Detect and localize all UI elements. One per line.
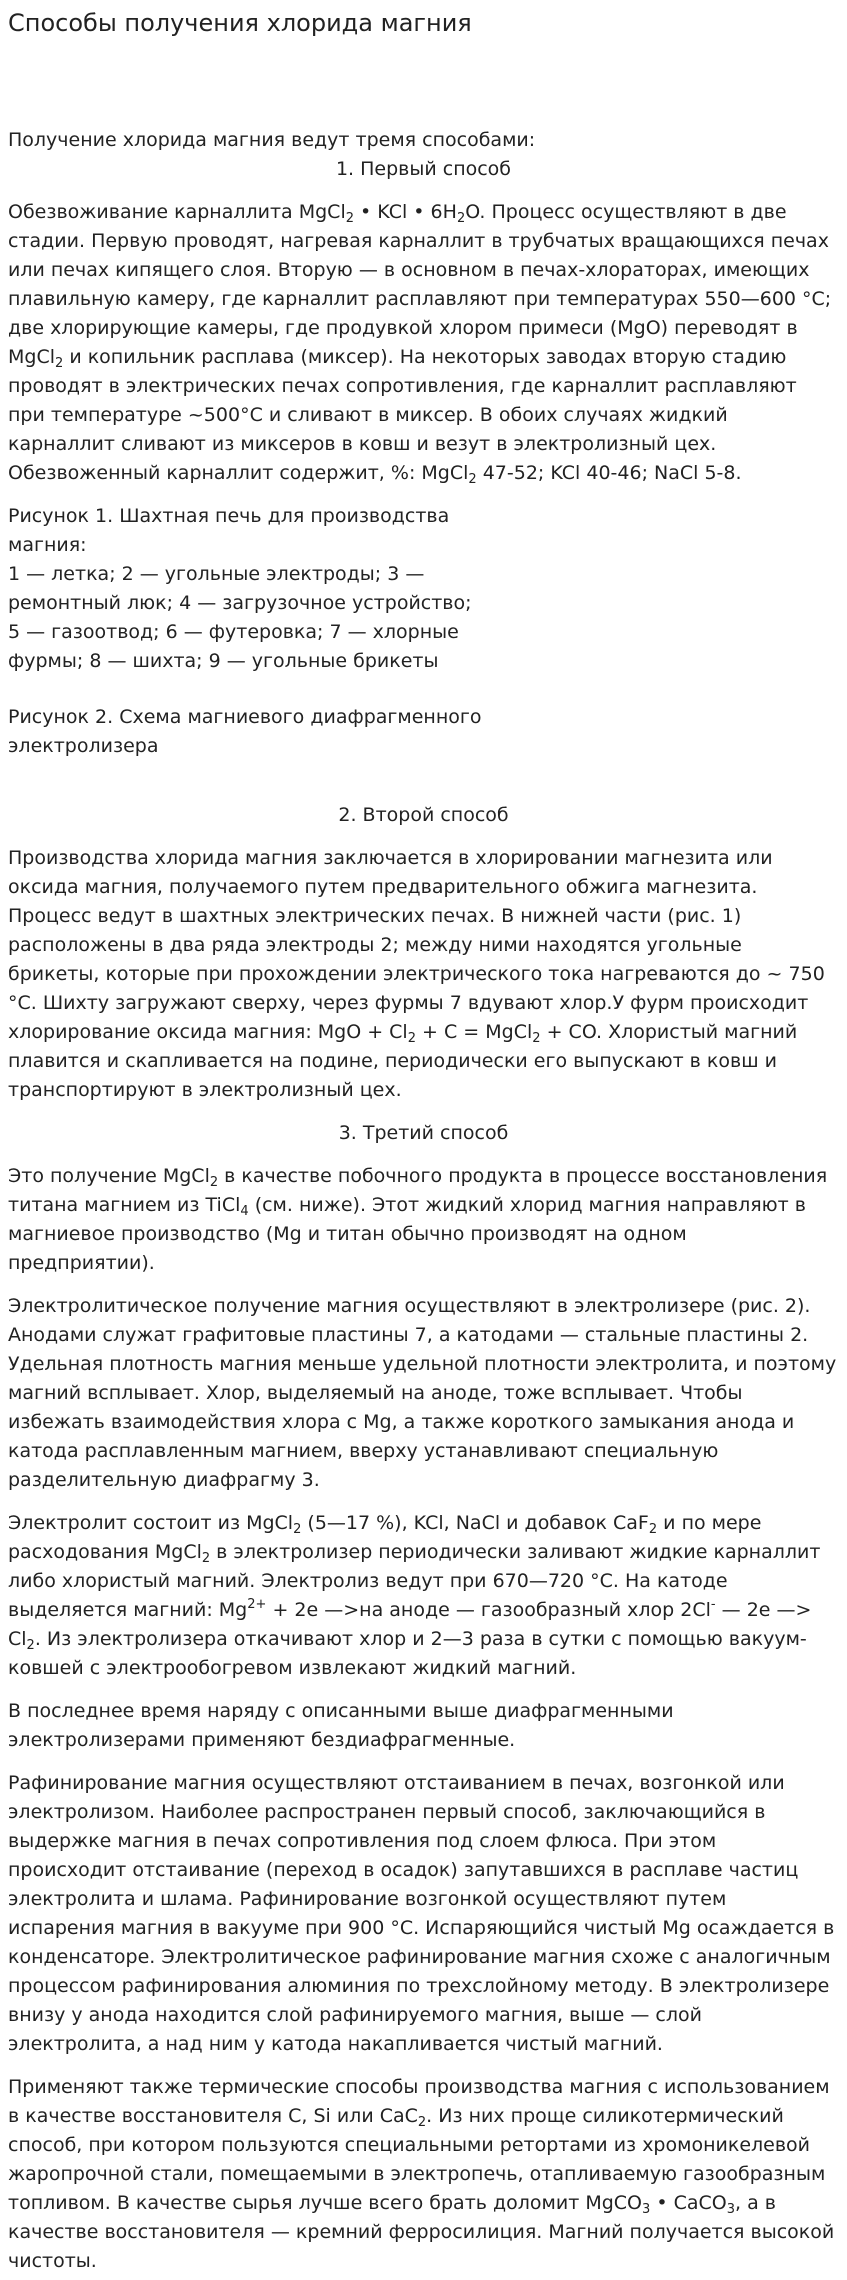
method1-paragraph: Обезвоживание карналлита MgCl$_2$ • KCl • $6H_2O$. Процесс осуществляют в две стадии. Первую проводят, нагревая карналлит в трубчатых вращающихся печах или печах кипящего слоя. Вторую — в основном в печах-хлораторах, имеющих плавильную камеру, где карналлит расплавляют при температурах 550—600 °С; две хлорирующие камеры, где продувкой хлором примеси (MgO) переводят в MgCl$_2$ и копильник расплава (миксер). На некоторых заводах вторую стадию проводят в электрических печах сопротивления, где карналлит расплавляют при температуре ~500°С и сливают в миксер. В обоих случаях жидкий карналлит сливают из миксеров в ковш и везут в электролизный цех. Обезвоженный карналлит содержит, %: MgCl$_2$ 47-52; KCl 40-46; NaCl 5-8. <box>8 201 832 487</box>
method3-paragraph-3: Электролит состоит из MgCl$_2$ (5—17 %), KCl, NaCl и добавок CaF$_2$ и по мере расходования MgCl$_2$ в электролизер периодически заливают жидкие карналлит либо хлористый магний. Электролиз ведут при 670—720 °С. На катоде выделяется магний: $Mg^{2+} + 2е$ —>на аноде — газообразный хлор 2Cl- — 2е —> $Cl_2$. Из электролизера откачивают хлор и 2—3 раза в сутки с помощью вакуум-ковшей с электрообогревом извлекают жидкий магний. <box>8 1512 821 1679</box>
figure2-caption: Рисунок 2. Схема магниевого диафрагменного электролизера <box>8 706 482 757</box>
figure1-legend: 1 — летка; 2 — угольные электроды; 3 — ремонтный люк; 4 — загрузочное устройство; 5 — газоотвод; 6 — футеровка; 7 — хлорные фурмы; 8 — шихта; 9 — угольные брикеты <box>8 563 472 672</box>
intro-text: Получение хлорида магния ведут тремя способами: <box>8 129 536 151</box>
method3-paragraph-2: Электролитическое получение магния осуществляют в электролизере (рис. 2). Анодами служат графитовые пластины 7, а катодами — стальные пластины 2. Удельная плотность магния меньше удельной плотности электролита, и поэтому магний всплывает. Хлор, выделяемый на аноде, тоже всплывает. Чтобы избежать взаимодействия хлора с Mg, а также короткого замыкания анода и катода расплавленным магнием, вверху устанавливают специальную разделительную диафрагму 3. <box>8 1295 837 1491</box>
figure1-caption-block <box>8 502 488 676</box>
figure1-caption: Рисунок 1. Шахтная печь для производства магния: <box>8 505 450 556</box>
method3-paragraph-6: Применяют также термические способы производства магния с использованием в качестве восстановителя C, Si или CaC$_2$. Из них проще силикотермический способ, при котором пользуются специальными ретортами из хромоникелевой жаропрочной стали, помещаемыми в электропечь, отапливаемую газообразным топливом. В качестве сырья лучше всего брать доломит MgCO$_3$ • CaCO$_3$, а в качестве восстановителя — кремний ферросилиция. Магний получается высокой чистоты. <box>8 2076 835 2272</box>
method3-heading: 3. Третий способ <box>338 1122 509 1144</box>
figure2-caption-block <box>8 703 488 761</box>
method3-paragraph-4: В последнее время наряду с описанными выше диафрагменными электролизерами применяют бездиафрагменные. <box>8 1700 674 1751</box>
page-title: Способы получения хлорида магния <box>8 9 472 37</box>
method2-paragraph: Производства хлорида магния заключается в хлорировании магнезита или оксида магния, получаемого путем предварительного обжига магнезита. Процесс ведут в шахтных электрических печах. В нижней части (рис. 1) расположены в два ряда электроды 2; между ними находятся угольные брикеты, которые при прохождении электрического тока нагреваются до ~ 750 °С. Шихту загружают сверху, через фурмы 7 вдувают хлор.У фурм происходит хлорирование оксида магния: MgO + $Cl_2 + C$ = MgCl$_2$ + CO. Хлористый магний плавится и скапливается на подине, периодически его выпускают в ковш и транспортируют в электролизный цех. <box>8 847 825 1101</box>
method1-heading: 1. Первый способ <box>335 158 512 180</box>
method3-paragraph-5: Рафинирование магния осуществляют отстаиванием в печах, возгонкой или электролизом. Наиболее распространен первый способ, заключающийся в выдержке магния в печах сопротивления под слоем флюса. При этом происходит отстаивание (переход в осадок) запутавшихся в расплаве частиц электролита и шлама. Рафинирование возгонкой осуществляют путем испарения магния в вакууме при 900 °С. Испаряющийся чистый Mg осаждается в конденсаторе. Электролитическое рафинирование магния схоже с аналогичным процессом рафинирования алюминия по трехслойному методу. В электролизере внизу у анода находится слой рафинируемого магния, выше — слой электролита, а над ним у катода накапливается чистый магний. <box>8 1772 835 2055</box>
method2-heading: 2. Второй способ <box>338 804 509 826</box>
method3-paragraph-1: Это получение MgCl$_2$ в качестве побочного продукта в процессе восстановления титана магнием из TiCl$_4$ (см. ниже). Этот жидкий хлорид магния направляют в магниевое производство (Mg и титан обычно производят на одном предприятии). <box>8 1165 828 1274</box>
